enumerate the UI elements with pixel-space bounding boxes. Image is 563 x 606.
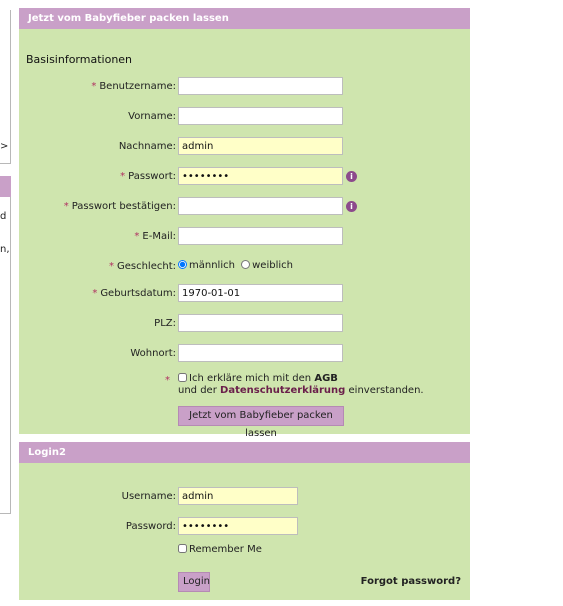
- left-column-fragment: [0, 0, 12, 606]
- row-zip: [19, 314, 470, 334]
- gender-label: * Geschlecht:: [108, 261, 176, 272]
- row-username: [19, 77, 470, 97]
- terms-required-mark: *: [165, 375, 170, 386]
- row-city: [19, 344, 470, 364]
- password-label: * Passwort:: [120, 171, 176, 182]
- login-username-label: Username:: [121, 491, 176, 502]
- row-password-confirm: [19, 197, 470, 217]
- registration-panel: [19, 8, 470, 439]
- login-password-label: Password:: [125, 521, 176, 532]
- row-email: [19, 227, 470, 247]
- password-input[interactable]: [178, 167, 343, 185]
- agb-link[interactable]: AGB: [314, 373, 338, 384]
- username-label: * Benutzername:: [91, 81, 176, 92]
- registration-header: Jetzt vom Babyfieber packen lassen: [19, 8, 470, 29]
- city-input[interactable]: [178, 344, 343, 362]
- terms-line2-text: und der: [178, 385, 217, 396]
- row-gender: [19, 257, 470, 277]
- lastname-input[interactable]: [178, 137, 343, 155]
- login-header: Login2: [19, 442, 470, 463]
- zip-label: PLZ:: [154, 318, 176, 329]
- left-text-fragment: d: [0, 211, 7, 222]
- row-password: [19, 167, 470, 187]
- lastname-label: Nachname:: [118, 141, 176, 152]
- terms-line2-end: einverstanden.: [348, 385, 424, 396]
- terms-line1-text: Ich erkläre mich mit den: [189, 373, 312, 384]
- city-label: Wohnort:: [130, 348, 176, 359]
- required-mark: *: [120, 171, 126, 182]
- gender-female-label[interactable]: weiblich: [252, 260, 293, 271]
- section-title: Basisinformationen: [26, 53, 133, 66]
- remember-me-label[interactable]: Remember Me: [189, 544, 262, 555]
- email-input[interactable]: [178, 227, 343, 245]
- username-input[interactable]: [178, 77, 343, 95]
- forgot-password-link[interactable]: Forgot password?: [360, 576, 461, 587]
- row-firstname: [19, 107, 470, 127]
- terms-checkbox[interactable]: [178, 373, 187, 382]
- privacy-link[interactable]: Datenschutzerklärung: [220, 385, 346, 396]
- zip-input[interactable]: [178, 314, 343, 332]
- firstname-label: Vorname:: [128, 111, 176, 122]
- register-submit-button[interactable]: Jetzt vom Babyfieber packen lassen: [178, 406, 344, 426]
- email-label: * E-Mail:: [134, 231, 176, 242]
- terms-consent: [178, 373, 424, 397]
- gender-male-radio[interactable]: [178, 260, 187, 269]
- birthdate-input[interactable]: [178, 284, 343, 302]
- remember-me-checkbox[interactable]: [178, 544, 187, 553]
- login-username-input[interactable]: [178, 487, 298, 505]
- login-button[interactable]: Login: [178, 572, 210, 592]
- row-birthdate: [19, 284, 470, 304]
- required-mark: *: [134, 231, 140, 242]
- info-icon[interactable]: i: [346, 171, 357, 182]
- remember-me: [178, 544, 262, 555]
- info-icon[interactable]: i: [346, 201, 357, 212]
- birthdate-label: * Geburtsdatum:: [92, 288, 176, 299]
- required-mark: *: [108, 261, 114, 272]
- firstname-input[interactable]: [178, 107, 343, 125]
- gender-female-radio[interactable]: [241, 260, 250, 269]
- row-login-password: [19, 517, 470, 537]
- required-mark: *: [92, 288, 98, 299]
- password-confirm-label: * Passwort bestätigen:: [63, 201, 176, 212]
- left-text-fragment: >: [0, 141, 9, 152]
- login-panel: [19, 442, 470, 600]
- left-box-header: [0, 176, 11, 197]
- gender-radio-group: [178, 260, 296, 271]
- required-mark: *: [63, 201, 69, 212]
- row-lastname: [19, 137, 470, 157]
- gender-male-label[interactable]: männlich: [189, 260, 235, 271]
- left-text-fragment: n,: [0, 244, 10, 255]
- login-password-input[interactable]: [178, 517, 298, 535]
- password-confirm-input[interactable]: [178, 197, 343, 215]
- row-login-username: [19, 487, 470, 507]
- required-mark: *: [91, 81, 97, 92]
